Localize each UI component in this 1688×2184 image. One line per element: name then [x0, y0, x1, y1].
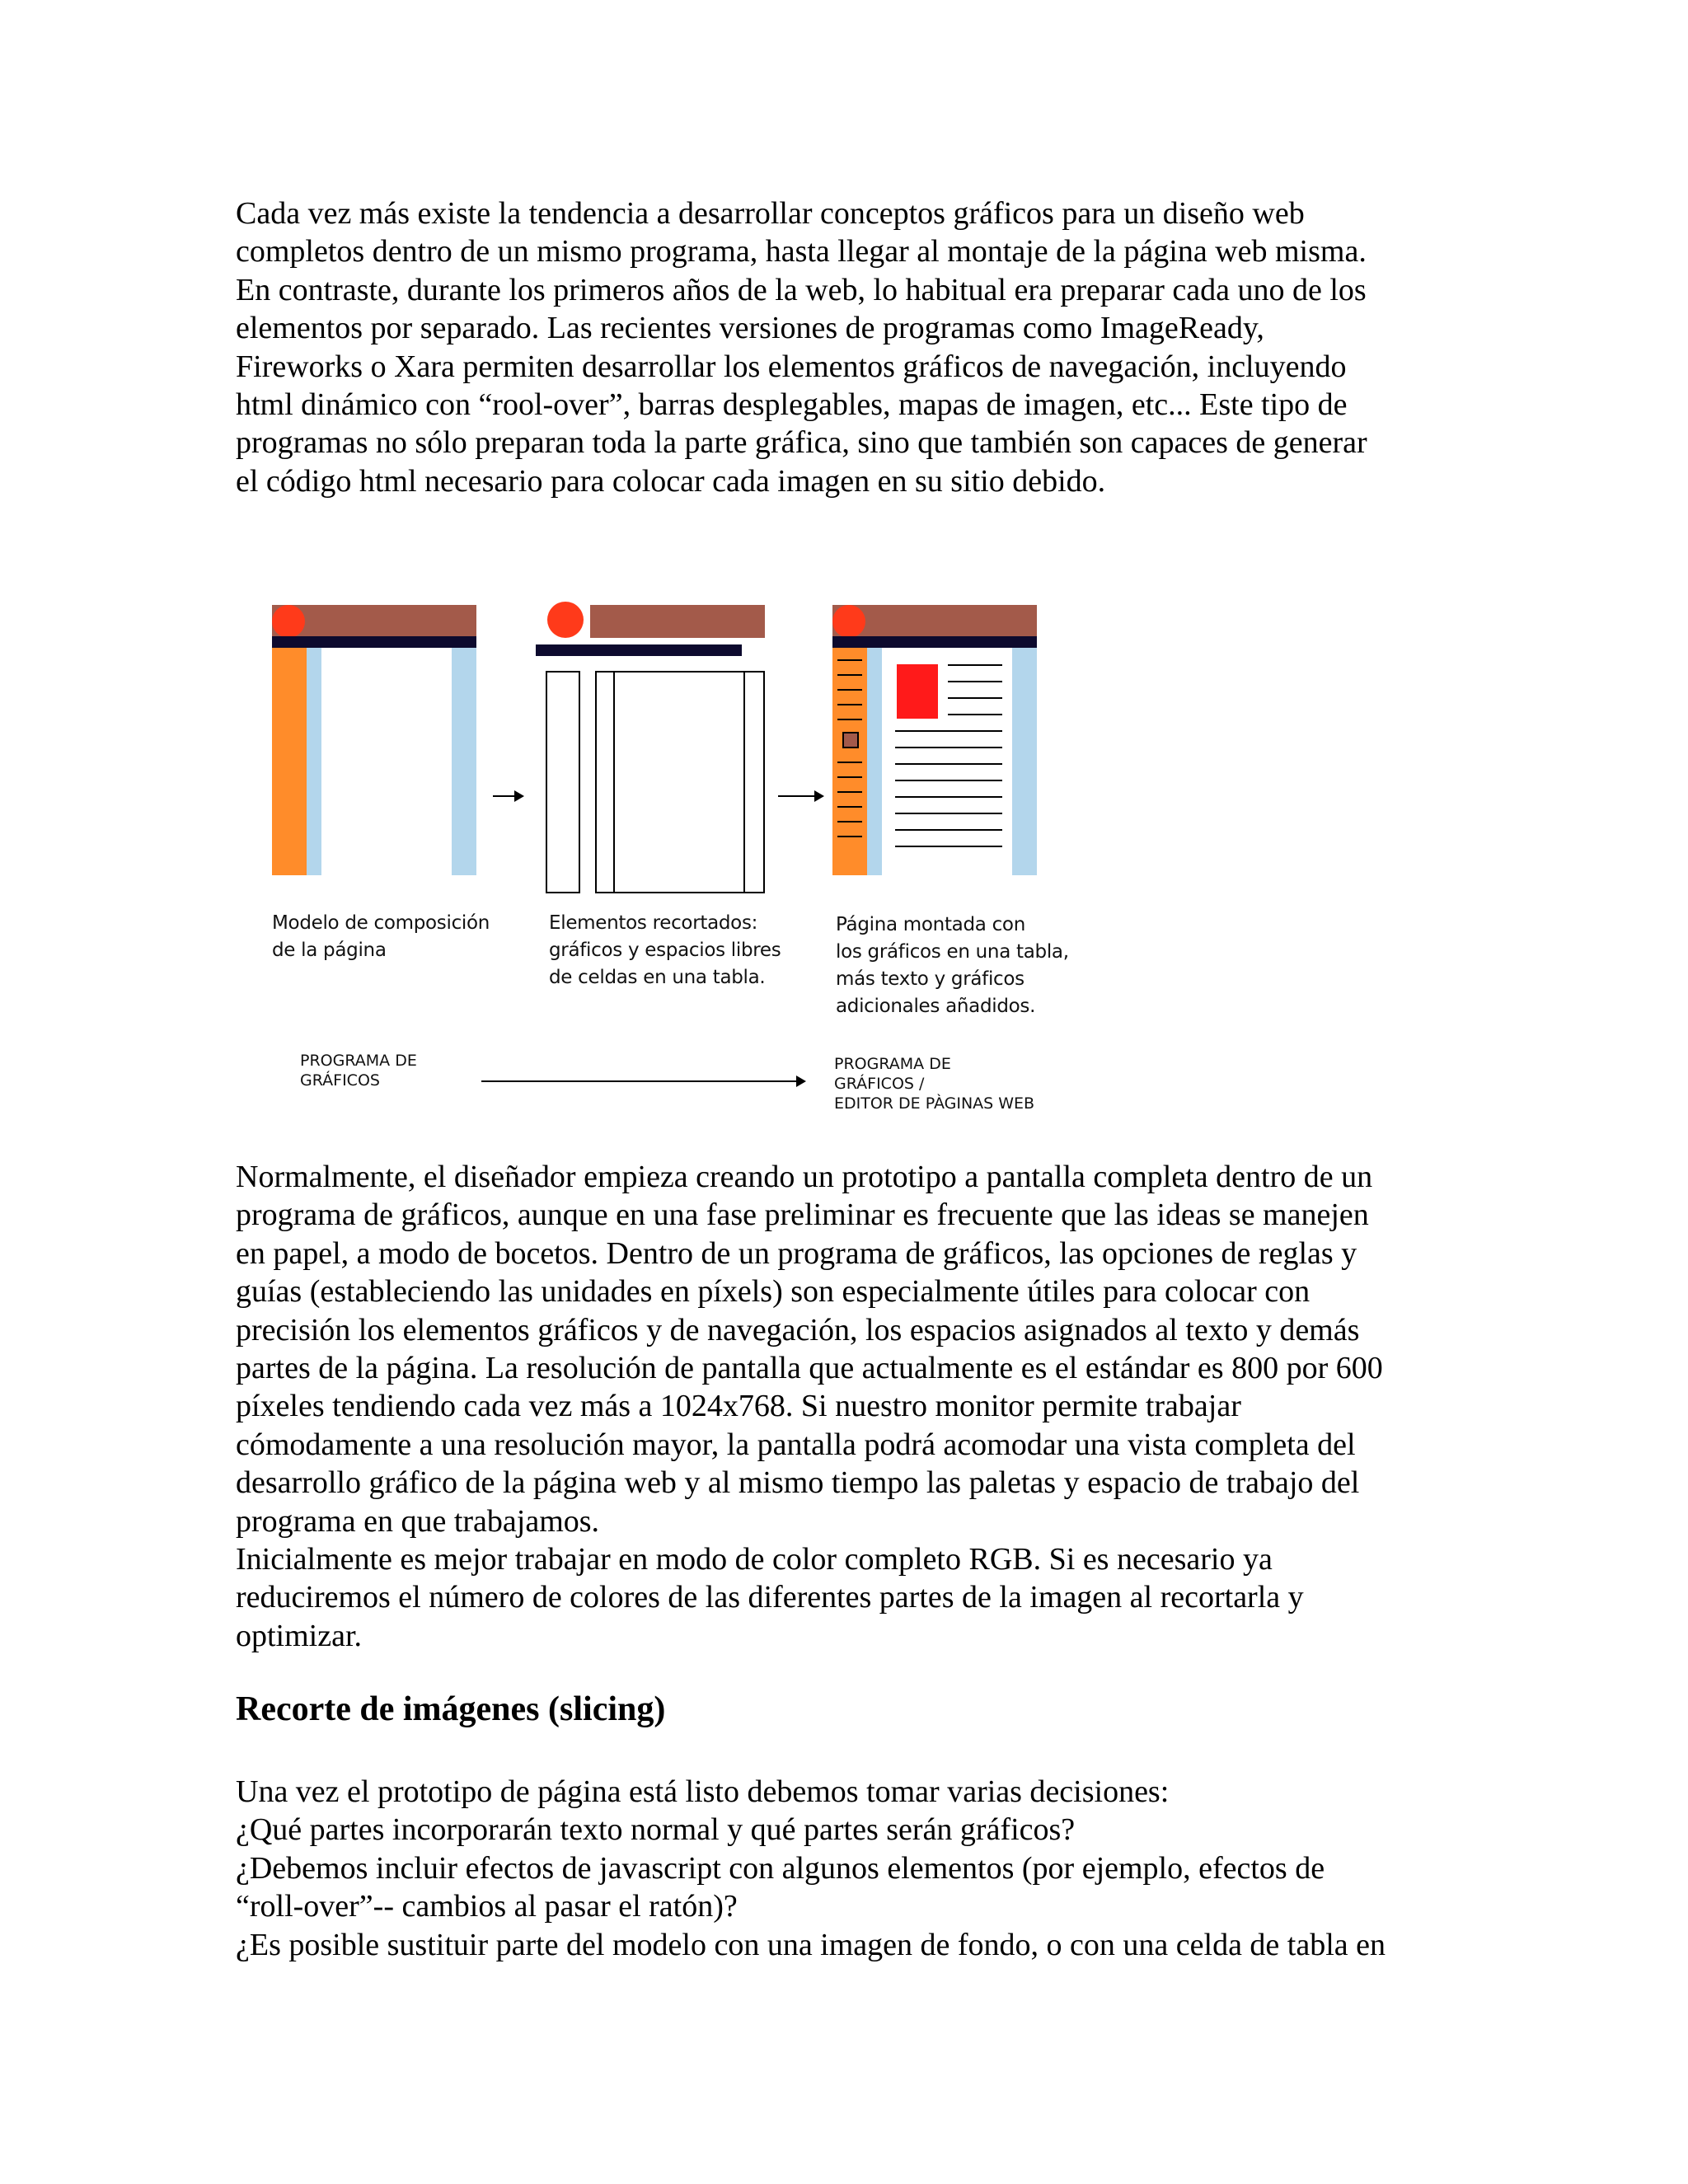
nav-line: [837, 762, 862, 763]
text-line: elementos por separado. Las recientes versiones de programas como ImageReady,: [236, 311, 1264, 346]
logo-circle: [272, 605, 305, 638]
sidebar-blue-right: [1012, 648, 1037, 875]
text-line-mark: [895, 829, 1002, 831]
arrow-right-icon: [493, 795, 523, 797]
text-line: Cada vez más existe la tendencia a desarrollar conceptos gráficos para un diseño web: [236, 196, 1305, 231]
program-label-graphics: [300, 1051, 417, 1090]
text-line: programa en que trabajamos.: [236, 1503, 600, 1539]
program-line: GRÁFICOS /: [834, 1075, 925, 1093]
sidebar-blue-right: [452, 648, 476, 875]
caption-line: Elementos recortados:: [549, 912, 758, 934]
caption-composition-model: [272, 910, 490, 964]
text-line-mark: [948, 664, 1002, 666]
image-placeholder: [897, 664, 938, 719]
text-line: Fireworks o Xara permiten desarrollar los elementos gráficos de navegación, incluyendo: [236, 349, 1347, 384]
program-label-web-editor: [834, 1054, 1034, 1113]
text-line: en papel, a modo de bocetos. Dentro de un programa de gráficos, las opciones de reglas y: [236, 1235, 1357, 1271]
program-line: EDITOR DE PÀGINAS WEB: [834, 1094, 1035, 1113]
arrow-right-icon: [778, 795, 823, 797]
text-line: Una vez el prototipo de página está listo debemos tomar varias decisiones:: [236, 1774, 1170, 1809]
text-line: reduciremos el número de colores de las diferentes partes de la imagen al recortarla y: [236, 1580, 1304, 1615]
nav-bar: [272, 636, 476, 648]
text-line: “roll-over”-- cambios al pasar el ratón)?: [236, 1889, 738, 1924]
nav-line: [837, 791, 862, 793]
nav-line: [837, 776, 862, 778]
caption-line: Página montada con: [836, 914, 1025, 935]
sidebar-orange: [272, 648, 307, 875]
text-line: En contraste, durante los primeros años de la web, lo habitual era preparar cada uno de los: [236, 272, 1367, 307]
caption-line: gráficos y espacios libres: [549, 940, 781, 961]
program-line: GRÁFICOS: [300, 1071, 380, 1090]
caption-line: más texto y gráficos: [836, 968, 1025, 990]
long-arrow-icon: [481, 1080, 804, 1082]
nav-line: [837, 704, 862, 705]
text-line-mark: [895, 747, 1002, 748]
caption-line: de celdas en una tabla.: [549, 967, 766, 988]
text-line: programa de gráficos, aunque en una fase preliminar es frecuente que las ideas se manejen: [236, 1197, 1369, 1233]
caption-line: adicionales añadidos.: [836, 996, 1036, 1017]
text-line: el código html necesario para colocar cada imagen en su sitio debido.: [236, 463, 1106, 499]
text-line: completos dentro de un mismo programa, hasta llegar al montaje de la página web misma.: [236, 234, 1367, 269]
text-line-mark: [895, 763, 1002, 765]
caption-assembled-page: [836, 912, 1069, 1020]
text-line-mark: [948, 697, 1002, 699]
nav-bar: [536, 644, 742, 656]
cell-left-inner: [595, 671, 615, 893]
text-line: ¿Debemos incluir efectos de javascript con algunos elementos (por ejemplo, efectos de: [236, 1850, 1325, 1886]
program-line: PROGRAMA DE: [834, 1055, 951, 1073]
text-line: ¿Qué partes incorporarán texto normal y qué partes serán gráficos?: [236, 1812, 1076, 1848]
text-line: guías (estableciendo las unidades en píxels) son especialmente útiles para colocar con: [236, 1274, 1311, 1310]
logo-circle: [832, 605, 865, 638]
text-line-mark: [895, 796, 1002, 798]
header-bar: [590, 605, 765, 638]
nav-line: [837, 674, 862, 676]
nav-line: [837, 821, 862, 823]
section-heading: Recorte de imágenes (slicing): [236, 1690, 666, 1728]
nav-line: [837, 719, 862, 720]
caption-line: de la página: [272, 940, 387, 961]
sidebar-blue-left: [867, 648, 882, 875]
text-line: cómodamente a una resolución mayor, la pantalla podrá acomodar una vista completa del: [236, 1427, 1356, 1462]
nav-line: [837, 659, 862, 661]
text-line: html dinámico con “rool-over”, barras desplegables, mapas de imagen, etc... Este tipo de: [236, 387, 1348, 423]
text-line: Inicialmente es mejor trabajar en modo de color completo RGB. Si es necesario ya: [236, 1542, 1273, 1577]
caption-sliced-elements: [549, 910, 781, 991]
logo-circle: [547, 602, 584, 638]
text-line: partes de la página. La resolución de pantalla que actualmente es el estándar es 800 por 600: [236, 1351, 1383, 1386]
slicing-paragraph: [236, 1773, 1454, 1964]
text-line-mark: [895, 846, 1002, 847]
text-line-mark: [948, 714, 1002, 715]
cell-left: [546, 671, 580, 893]
caption-line: los gráficos en una tabla,: [836, 941, 1069, 963]
sidebar-blue-left: [307, 648, 321, 875]
text-line: Normalmente, el diseñador empieza creando un prototipo a pantalla completa dentro de un: [236, 1160, 1373, 1194]
intro-paragraph: [236, 194, 1454, 500]
program-line: PROGRAMA DE: [300, 1052, 417, 1070]
text-line-mark: [895, 813, 1002, 814]
text-line-mark: [948, 681, 1002, 682]
caption-line: Modelo de composición: [272, 912, 490, 934]
nav-line: [837, 806, 862, 808]
text-line: desarrollo gráfico de la página web y al mismo tiempo las paletas y espacio de trabajo del: [236, 1465, 1360, 1501]
nav-line: [837, 689, 862, 691]
text-line: píxeles tendiendo cada vez más a 1024x768. Si nuestro monitor permite trabajar: [236, 1389, 1241, 1424]
nav-bar: [832, 636, 1037, 648]
text-line-mark: [895, 730, 1002, 732]
nav-button-icon: [842, 732, 859, 748]
text-line: precisión los elementos gráficos y de navegación, los espacios asignados al texto y demás: [236, 1312, 1360, 1347]
nav-line: [837, 836, 862, 837]
text-line-mark: [895, 780, 1002, 781]
body-paragraph: [236, 1158, 1454, 1655]
cell-main: [613, 671, 745, 893]
text-line: optimizar.: [236, 1618, 363, 1653]
cell-right: [743, 671, 765, 893]
text-line: ¿Es posible sustituir parte del modelo con una imagen de fondo, o con una celda de tabla en: [236, 1927, 1386, 1962]
text-line: programas no sólo preparan toda la parte gráfica, sino que también son capaces de generar: [236, 425, 1367, 461]
